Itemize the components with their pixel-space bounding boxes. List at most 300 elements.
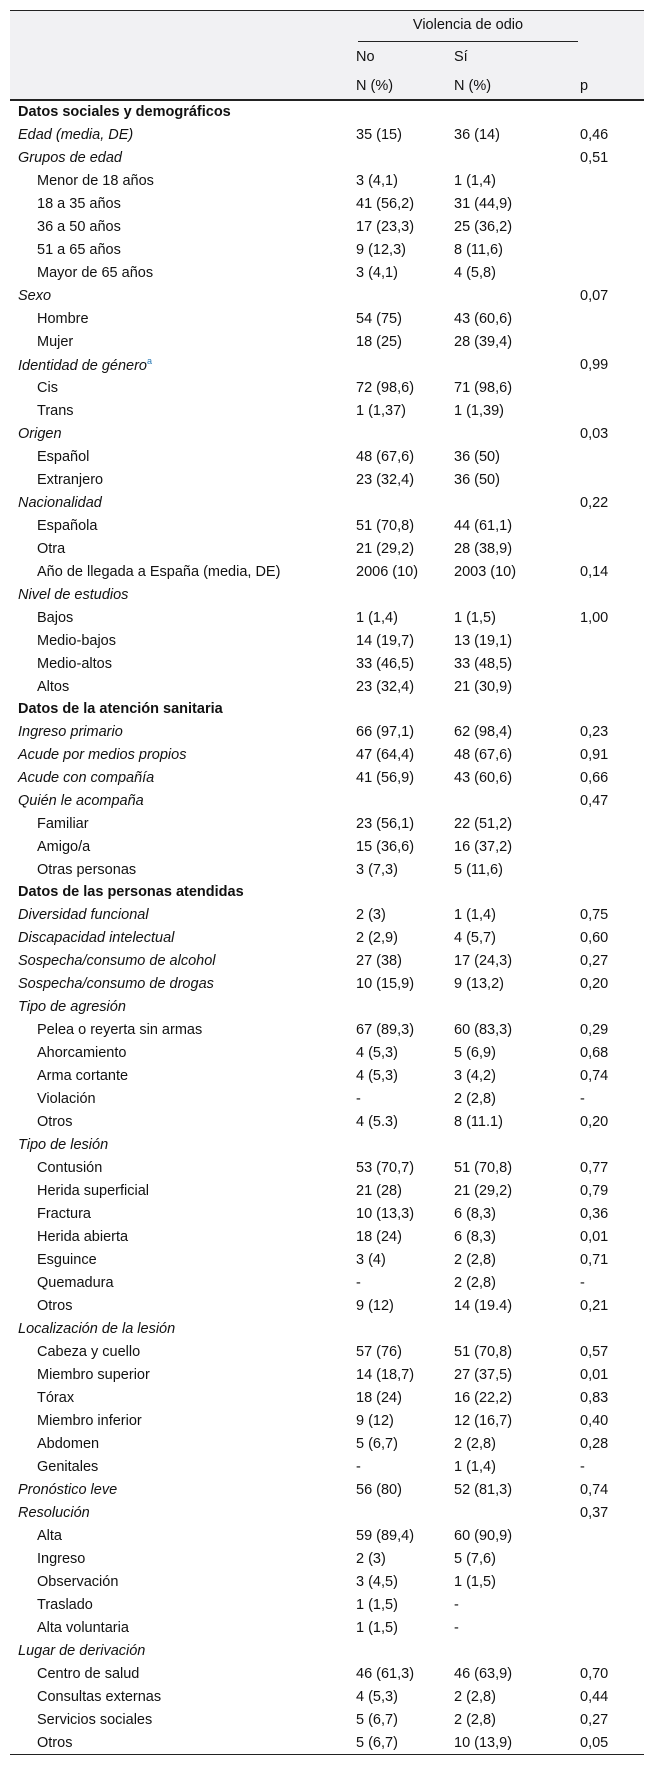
row-label-cell	[10, 1547, 356, 1570]
value-si-cell: 1 (1,5)	[454, 609, 496, 626]
p-value-cell: 0,74	[580, 1067, 609, 1084]
table-row	[10, 835, 644, 858]
p-value-cell: 0,27	[580, 1711, 609, 1728]
p-value-cell	[580, 376, 644, 399]
header-col-p: p	[580, 72, 644, 100]
row-label-cell	[10, 468, 356, 491]
table-row	[10, 1041, 644, 1064]
row-label: Nacionalidad	[18, 494, 102, 511]
p-value-cell: 0,70	[580, 1665, 609, 1682]
p-value-cell: -	[580, 1458, 585, 1475]
row-label-cell	[10, 1662, 356, 1685]
value-si-cell: 6 (8,3)	[454, 1205, 496, 1222]
value-no-cell: 27 (38)	[356, 952, 402, 969]
value-no-cell: 72 (98,6)	[356, 379, 415, 396]
row-label: Datos sociales y demográficos	[18, 104, 231, 120]
row-label: Quemadura	[37, 1274, 114, 1291]
row-label-cell	[10, 399, 356, 422]
p-value-cell: 0,01	[580, 1228, 609, 1245]
row-label: Español	[37, 448, 90, 465]
row-label: Observación	[37, 1573, 119, 1590]
header-empty-cell	[10, 11, 356, 43]
p-value-cell	[580, 1547, 644, 1570]
table-row	[10, 1363, 644, 1386]
p-value-cell	[580, 330, 644, 353]
row-label: Edad (media, DE)	[18, 126, 134, 143]
row-label: Localización de la lesión	[18, 1320, 176, 1337]
row-label-cell	[10, 1685, 356, 1708]
value-no-cell: 53 (70,7)	[356, 1159, 415, 1176]
table-row	[10, 445, 644, 468]
row-label-cell	[10, 629, 356, 652]
table-row	[10, 1478, 644, 1501]
p-value-cell: 0,14	[580, 563, 609, 580]
value-si-cell	[454, 353, 580, 376]
p-value-cell: 0,20	[580, 1113, 609, 1130]
row-label: Familiar	[37, 815, 89, 832]
value-no-cell	[356, 491, 454, 514]
row-label-cell	[10, 1018, 356, 1041]
row-label: Tipo de lesión	[18, 1136, 109, 1153]
row-label-cell	[10, 652, 356, 675]
row-label-cell	[10, 903, 356, 926]
row-label-cell	[10, 1409, 356, 1432]
row-label-cell	[10, 307, 356, 330]
row-label-cell	[10, 766, 356, 789]
value-no-cell: 9 (12)	[356, 1297, 394, 1314]
value-no-cell: 23 (32,4)	[356, 678, 415, 695]
p-value-cell: 0,46	[580, 126, 609, 143]
table-row	[10, 1432, 644, 1455]
p-value-cell: 0,60	[580, 929, 609, 946]
value-no-cell: 33 (46,5)	[356, 655, 415, 672]
row-label-cell	[10, 238, 356, 261]
table-row	[10, 491, 644, 514]
value-no-cell: 5 (6,7)	[356, 1711, 398, 1728]
value-si-cell: 2 (2,8)	[454, 1274, 496, 1291]
p-value-cell	[580, 858, 644, 881]
value-si-cell: 1 (1,5)	[454, 1573, 496, 1590]
value-no-cell: 3 (4,5)	[356, 1573, 398, 1590]
row-label: Cis	[37, 379, 58, 396]
row-label: Hombre	[37, 310, 89, 327]
value-no-cell: 56 (80)	[356, 1481, 402, 1498]
value-si-cell: 1 (1,39)	[454, 402, 504, 419]
row-label-cell	[10, 743, 356, 766]
row-label-cell	[10, 261, 356, 284]
value-no-cell: 59 (89,4)	[356, 1527, 415, 1544]
value-si-cell: 52 (81,3)	[454, 1481, 513, 1498]
p-value-cell	[580, 192, 644, 215]
value-si-cell: 2 (2,8)	[454, 1251, 496, 1268]
value-si-cell: 2 (2,8)	[454, 1090, 496, 1107]
value-si-cell: 5 (6,9)	[454, 1044, 496, 1061]
value-si-cell: 9 (13,2)	[454, 975, 504, 992]
value-si-cell: 71 (98,6)	[454, 379, 513, 396]
p-value-cell: 0,99	[580, 356, 609, 373]
value-si-cell: 60 (90,9)	[454, 1527, 513, 1544]
row-label-cell	[10, 972, 356, 995]
value-si-cell: 5 (7,6)	[454, 1550, 496, 1567]
table-row	[10, 537, 644, 560]
value-si-cell: 51 (70,8)	[454, 1159, 513, 1176]
p-value-cell: 0,05	[580, 1731, 644, 1755]
table-row	[10, 514, 644, 537]
p-value-cell	[580, 100, 644, 123]
table-row	[10, 192, 644, 215]
row-label-cell	[10, 1225, 356, 1248]
row-label-cell	[10, 514, 356, 537]
row-label: Diversidad funcional	[18, 906, 149, 923]
header-unit-no: N (%)	[356, 72, 454, 100]
table-row	[10, 1731, 644, 1755]
row-label: Bajos	[37, 609, 74, 626]
row-label: Trans	[37, 402, 74, 419]
value-no-cell: 2 (3)	[356, 906, 386, 923]
row-label-cell	[10, 1570, 356, 1593]
p-value-cell	[580, 307, 644, 330]
table-row	[10, 1570, 644, 1593]
value-no-cell: 1 (1,4)	[356, 609, 398, 626]
row-label-cell	[10, 1110, 356, 1133]
value-no-cell: 18 (25)	[356, 333, 402, 350]
row-label-cell	[10, 192, 356, 215]
row-label-cell	[10, 215, 356, 238]
value-si-cell: 43 (60,6)	[454, 310, 513, 327]
row-label: Nivel de estudios	[18, 586, 129, 603]
row-label-cell	[10, 100, 356, 123]
value-no-cell: 3 (4,1)	[356, 264, 398, 281]
row-label-cell	[10, 812, 356, 835]
value-si-cell	[454, 1639, 580, 1662]
value-si-cell: 36 (50)	[454, 448, 500, 465]
p-value-cell: -	[580, 1274, 585, 1291]
value-si-cell: 60 (83,3)	[454, 1021, 513, 1038]
table-row	[10, 1202, 644, 1225]
value-si-cell: 25 (36,2)	[454, 218, 513, 235]
value-si-cell	[454, 789, 580, 812]
table-row	[10, 1110, 644, 1133]
value-no-cell	[356, 100, 454, 123]
value-no-cell: 21 (29,2)	[356, 540, 415, 557]
value-si-cell: -	[454, 1619, 459, 1636]
p-value-cell: 0,21	[580, 1297, 609, 1314]
value-no-cell	[356, 698, 454, 720]
row-label-cell	[10, 926, 356, 949]
value-si-cell: 44 (61,1)	[454, 517, 513, 534]
value-no-cell: 51 (70,8)	[356, 517, 415, 534]
p-value-cell: 0,23	[580, 723, 609, 740]
p-value-cell: 0,01	[580, 1366, 609, 1383]
p-value-cell: 0,66	[580, 769, 609, 786]
table-row	[10, 949, 644, 972]
table-row	[10, 926, 644, 949]
row-label-cell	[10, 1133, 356, 1156]
table-row	[10, 1455, 644, 1478]
row-label: Menor de 18 años	[37, 172, 154, 189]
row-label: Miembro inferior	[37, 1412, 142, 1429]
row-label: Abdomen	[37, 1435, 100, 1452]
value-si-cell	[454, 698, 580, 720]
table-row	[10, 1294, 644, 1317]
value-si-cell: 2 (2,8)	[454, 1688, 496, 1705]
data-table	[10, 10, 644, 1755]
value-si-cell	[454, 1317, 580, 1340]
table-row	[10, 743, 644, 766]
p-value-cell: 0,79	[580, 1182, 609, 1199]
p-value-cell: 0,36	[580, 1205, 609, 1222]
p-value-cell: 0,29	[580, 1021, 609, 1038]
row-label: Quién le acompaña	[18, 792, 144, 809]
row-label-cell	[10, 1064, 356, 1087]
value-no-cell: 2 (3)	[356, 1550, 386, 1567]
value-si-cell: 28 (38,9)	[454, 540, 513, 557]
p-value-cell	[580, 261, 644, 284]
value-si-cell: 5 (11,6)	[454, 861, 503, 878]
value-no-cell: 4 (5,3)	[356, 1067, 398, 1084]
row-label: Mujer	[37, 333, 74, 350]
p-value-cell: 0,22	[580, 494, 609, 511]
value-si-cell: 46 (63,9)	[454, 1665, 513, 1682]
row-label-cell	[10, 1639, 356, 1662]
p-value-cell: 0,07	[580, 287, 609, 304]
value-no-cell: 4 (5.3)	[356, 1113, 398, 1130]
row-label-cell	[10, 1616, 356, 1639]
value-si-cell: 8 (11.1)	[454, 1113, 503, 1130]
value-no-cell: 46 (61,3)	[356, 1665, 415, 1682]
row-label: Otros	[37, 1113, 73, 1130]
value-si-cell: 14 (19.4)	[454, 1297, 513, 1314]
value-no-cell	[356, 583, 454, 606]
row-label-cell	[10, 1271, 356, 1294]
p-value-cell: 0,20	[580, 975, 609, 992]
row-label-cell	[10, 1478, 356, 1501]
row-label: Pelea o reyerta sin armas	[37, 1021, 203, 1038]
value-no-cell: 14 (19,7)	[356, 632, 415, 649]
table-row	[10, 238, 644, 261]
p-value-cell	[580, 169, 644, 192]
value-no-cell: 41 (56,9)	[356, 769, 415, 786]
table-row	[10, 146, 644, 169]
p-value-cell: 0,03	[580, 425, 609, 442]
table-row	[10, 1409, 644, 1432]
value-si-cell: 8 (11,6)	[454, 241, 503, 258]
header-empty-cell	[10, 72, 356, 100]
p-value-cell	[580, 399, 644, 422]
row-label: Otros	[37, 1297, 73, 1314]
row-label-cell	[10, 284, 356, 307]
value-si-cell: 4 (5,8)	[454, 264, 496, 281]
value-si-cell: 12 (16,7)	[454, 1412, 513, 1429]
p-value-cell: 0,40	[580, 1412, 609, 1429]
value-no-cell: 9 (12)	[356, 1412, 394, 1429]
section-header-row	[10, 100, 644, 123]
value-si-cell	[454, 881, 580, 903]
value-no-cell: 18 (24)	[356, 1389, 402, 1406]
table-row	[10, 1593, 644, 1616]
header-empty-cell	[580, 42, 644, 72]
table-row	[10, 1271, 644, 1294]
row-label: Datos de la atención sanitaria	[18, 701, 223, 717]
row-label-cell	[10, 789, 356, 812]
value-no-cell: 3 (7,3)	[356, 861, 398, 878]
value-si-cell: 6 (8,3)	[454, 1228, 496, 1245]
table-row	[10, 789, 644, 812]
value-si-cell: 2 (2,8)	[454, 1711, 496, 1728]
table-row	[10, 284, 644, 307]
p-value-cell	[580, 1616, 644, 1639]
row-label-cell	[10, 1708, 356, 1731]
table-row	[10, 1708, 644, 1731]
value-no-cell	[356, 353, 454, 376]
table-row	[10, 330, 644, 353]
row-label: Sospecha/consumo de alcohol	[18, 952, 216, 969]
value-no-cell: 17 (23,3)	[356, 218, 415, 235]
row-label: Pronóstico leve	[18, 1481, 118, 1498]
row-label-cell	[10, 1386, 356, 1409]
value-no-cell: 35 (15)	[356, 126, 402, 143]
row-label-cell	[10, 949, 356, 972]
header-col-si: Sí	[454, 42, 580, 72]
p-value-cell: 0,57	[580, 1343, 609, 1360]
value-si-cell: 22 (51,2)	[454, 815, 513, 832]
row-label: Miembro superior	[37, 1366, 150, 1383]
value-si-cell: 2003 (10)	[454, 563, 517, 580]
table-row	[10, 1179, 644, 1202]
row-label: Acude por medios propios	[18, 746, 187, 763]
value-si-cell	[454, 1501, 580, 1524]
table-row	[10, 422, 644, 445]
table-row	[10, 468, 644, 491]
value-si-cell: 33 (48,5)	[454, 655, 513, 672]
row-label: Mayor de 65 años	[37, 264, 154, 281]
row-label-cell	[10, 1317, 356, 1340]
row-label-cell	[10, 583, 356, 606]
header-group-cell	[356, 11, 580, 43]
p-value-cell	[580, 238, 644, 261]
row-label: 51 a 65 años	[37, 241, 121, 258]
row-label-cell	[10, 146, 356, 169]
row-label-cell	[10, 881, 356, 903]
row-label-cell	[10, 1501, 356, 1524]
value-si-cell	[454, 995, 580, 1018]
p-value-cell	[580, 1639, 644, 1662]
value-no-cell: 48 (67,6)	[356, 448, 415, 465]
row-label-cell	[10, 537, 356, 560]
p-value-cell: 0,51	[580, 149, 609, 166]
row-label-cell	[10, 1593, 356, 1616]
value-no-cell: 2006 (10)	[356, 563, 419, 580]
p-value-cell	[580, 1593, 644, 1616]
row-label-cell	[10, 1202, 356, 1225]
p-value-cell: -	[580, 1090, 585, 1107]
header-empty-cell	[580, 11, 644, 43]
row-label: Origen	[18, 425, 62, 442]
value-si-cell: 3 (4,2)	[454, 1067, 496, 1084]
table-row	[10, 675, 644, 698]
row-label: Fractura	[37, 1205, 91, 1222]
row-label-cell	[10, 1087, 356, 1110]
value-no-cell: 18 (24)	[356, 1228, 402, 1245]
row-label: Traslado	[37, 1596, 93, 1613]
value-si-cell: 2 (2,8)	[454, 1435, 496, 1452]
table-row	[10, 903, 644, 926]
value-si-cell	[454, 284, 580, 307]
value-si-cell: 51 (70,8)	[454, 1343, 513, 1360]
table-row	[10, 858, 644, 881]
p-value-cell: 0,28	[580, 1435, 609, 1452]
row-label: Arma cortante	[37, 1067, 129, 1084]
p-value-cell	[580, 881, 644, 903]
value-si-cell: 10 (13,9)	[454, 1731, 580, 1755]
row-label: Amigo/a	[37, 838, 91, 855]
value-no-cell: 67 (89,3)	[356, 1021, 415, 1038]
value-si-cell: 36 (50)	[454, 471, 500, 488]
p-value-cell	[580, 215, 644, 238]
section-header-row	[10, 698, 644, 720]
row-label: Discapacidad intelectual	[18, 929, 175, 946]
table-row	[10, 1639, 644, 1662]
row-label-cell	[10, 491, 356, 514]
value-si-cell: 27 (37,5)	[454, 1366, 513, 1383]
value-no-cell	[356, 1639, 454, 1662]
table-row	[10, 1225, 644, 1248]
value-no-cell	[356, 881, 454, 903]
row-label: Esguince	[37, 1251, 97, 1268]
value-no-cell: 14 (18,7)	[356, 1366, 415, 1383]
row-label-cell	[10, 1340, 356, 1363]
value-si-cell: 31 (44,9)	[454, 195, 513, 212]
row-label-cell	[10, 1156, 356, 1179]
value-si-cell	[454, 491, 580, 514]
row-label: Ingreso	[37, 1550, 86, 1567]
value-si-cell: 43 (60,6)	[454, 769, 513, 786]
row-label: Violación	[37, 1090, 96, 1107]
row-label-cell	[10, 1363, 356, 1386]
row-label: Datos de las personas atendidas	[18, 884, 244, 900]
value-no-cell	[356, 789, 454, 812]
p-value-cell: 0,44	[580, 1688, 609, 1705]
header-empty-cell	[10, 42, 356, 72]
table-row	[10, 1386, 644, 1409]
table-row	[10, 766, 644, 789]
row-label: Ahorcamiento	[37, 1044, 127, 1061]
row-label-cell	[10, 858, 356, 881]
row-label-cell	[10, 1041, 356, 1064]
value-no-cell: 1 (1,5)	[356, 1619, 398, 1636]
p-value-cell: 0,71	[580, 1251, 609, 1268]
value-no-cell: 3 (4)	[356, 1251, 386, 1268]
row-label: Tórax	[37, 1389, 75, 1406]
table-row	[10, 652, 644, 675]
value-si-cell: 36 (14)	[454, 126, 500, 143]
value-si-cell	[454, 100, 580, 123]
row-label: Identidad de género	[18, 357, 147, 374]
p-value-cell	[580, 1570, 644, 1593]
value-no-cell: 1 (1,5)	[356, 1596, 398, 1613]
table-row	[10, 1156, 644, 1179]
row-label-cell	[10, 1432, 356, 1455]
p-value-cell	[580, 445, 644, 468]
row-label-cell	[10, 445, 356, 468]
value-no-cell: -	[356, 1274, 361, 1291]
footnote-marker[interactable]: a	[147, 355, 153, 366]
row-label: Genitales	[37, 1458, 99, 1475]
p-value-cell	[580, 698, 644, 720]
table-row	[10, 123, 644, 146]
row-label: Sexo	[18, 287, 52, 304]
p-value-cell	[580, 1317, 644, 1340]
